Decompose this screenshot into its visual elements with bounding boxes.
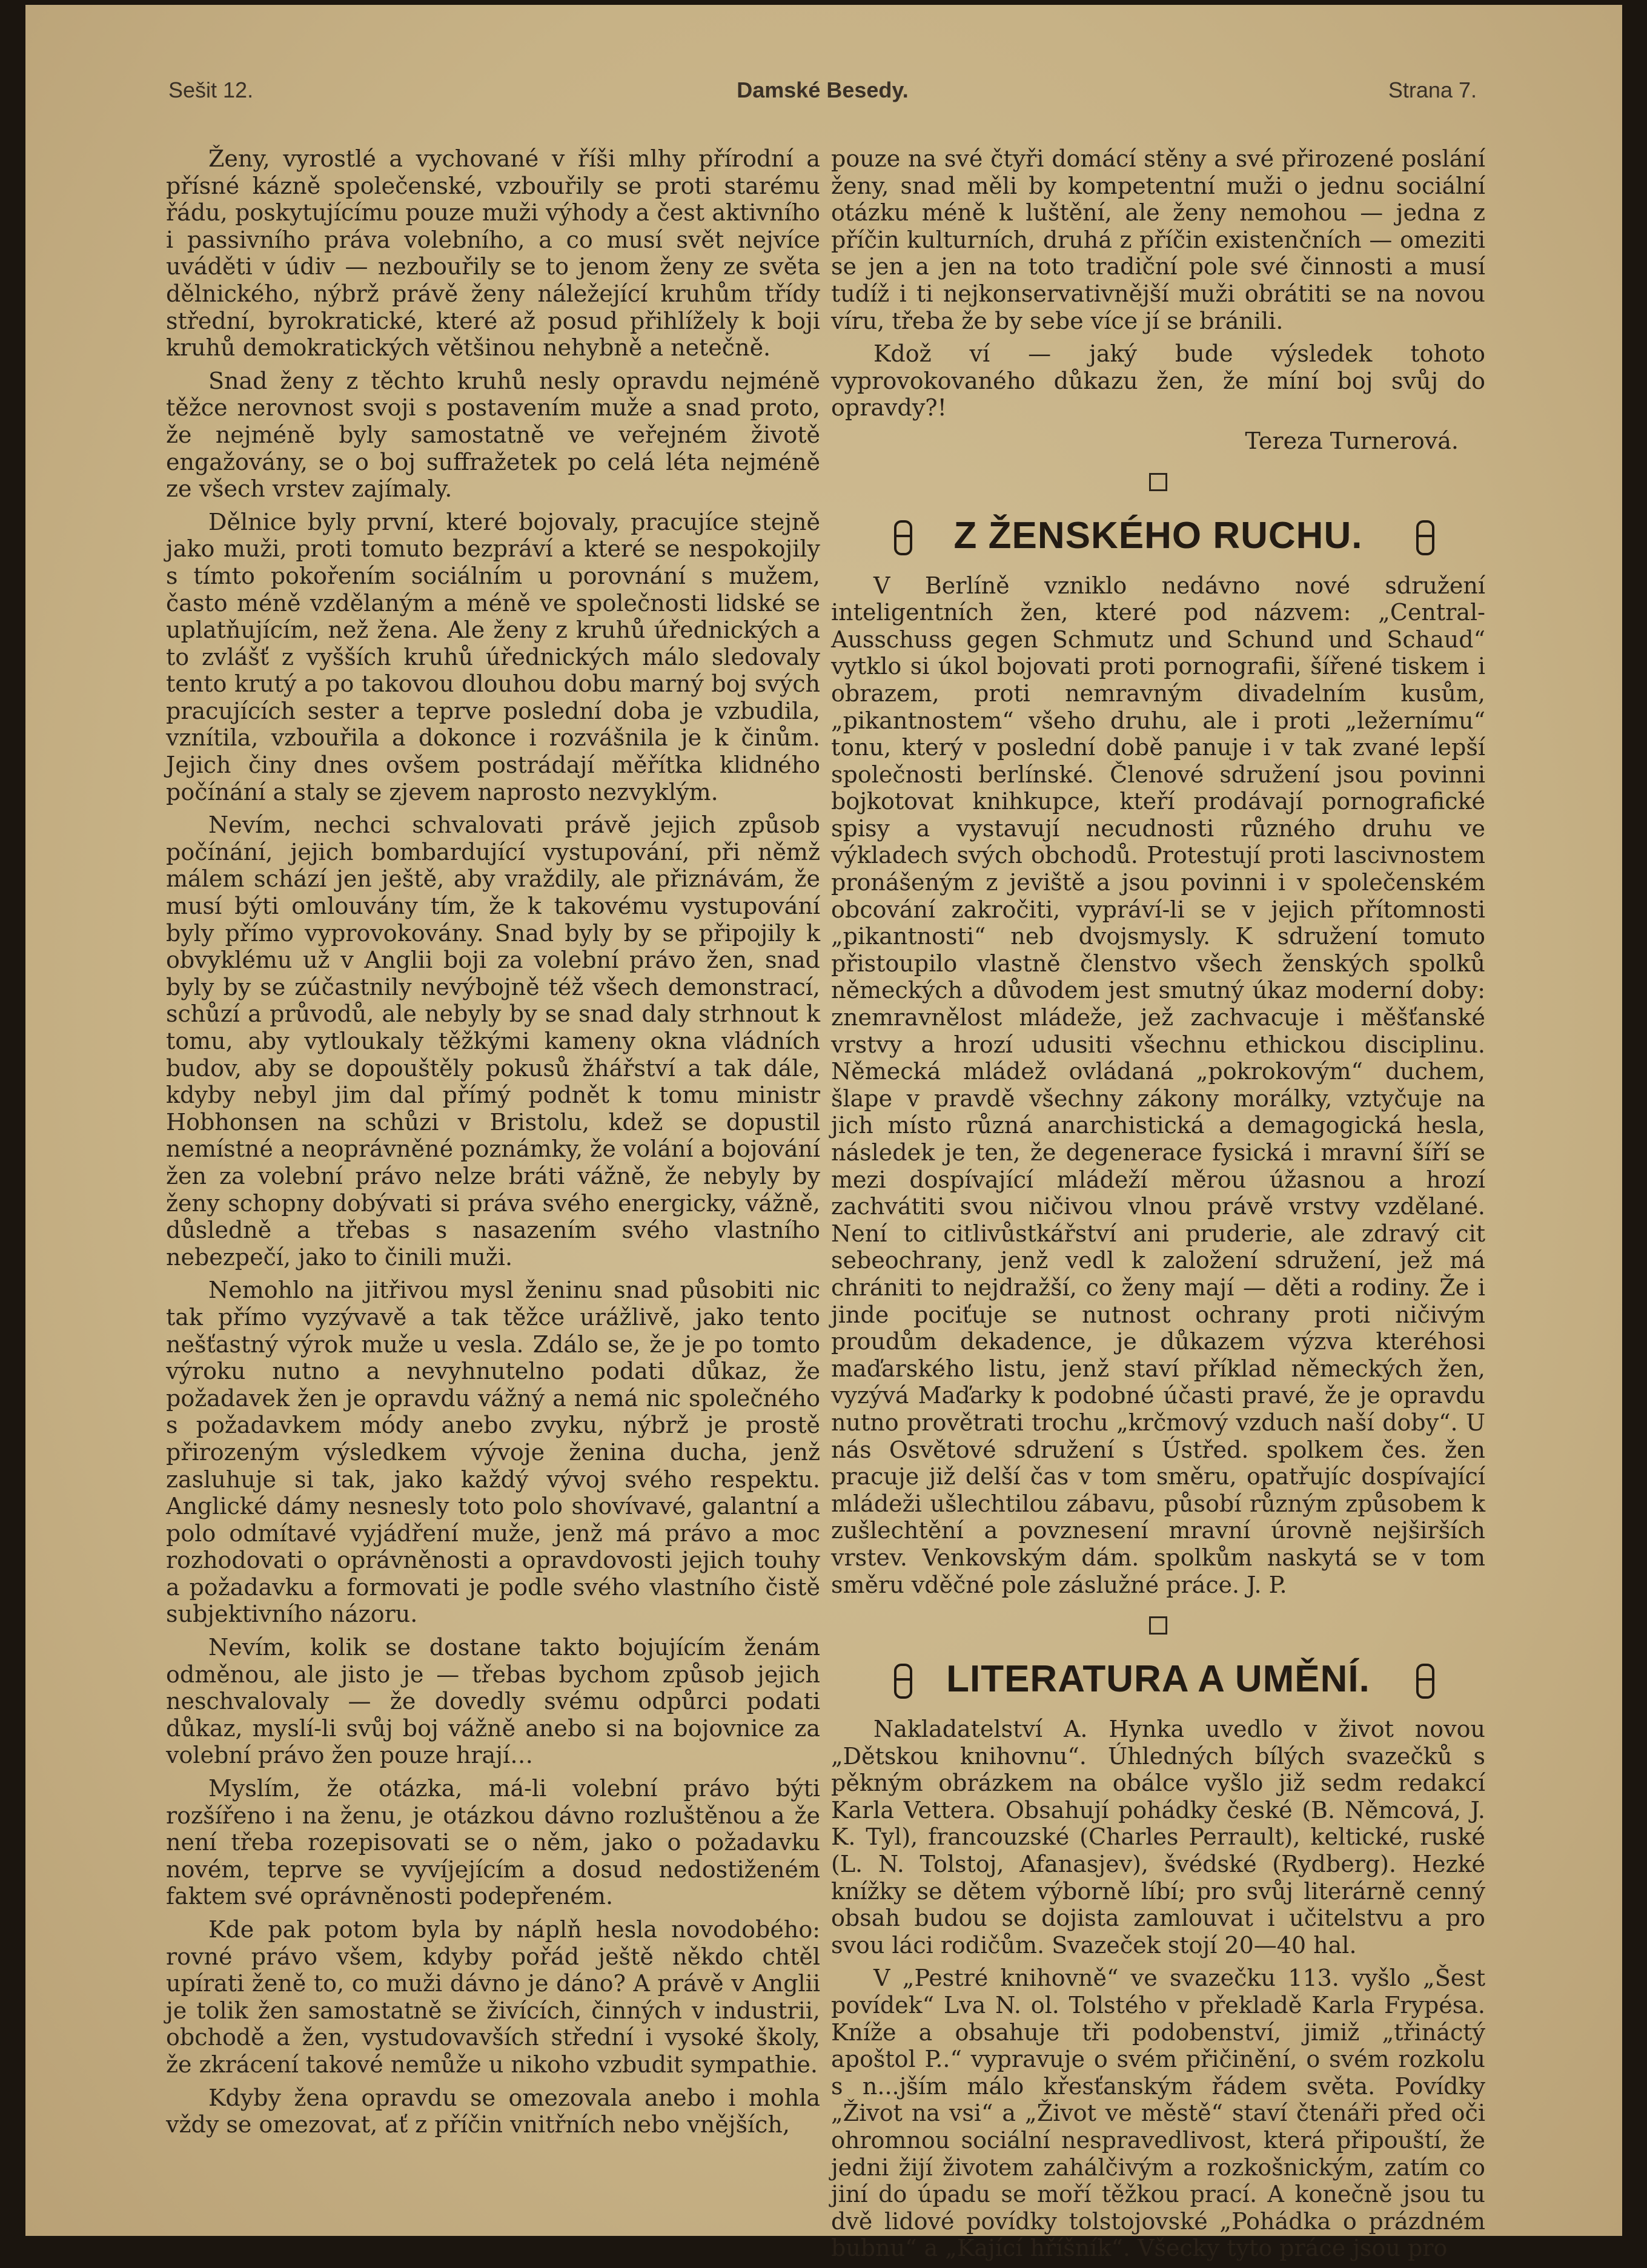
paragraph: Ženy, vyrostlé a vychované v říši mlhy přírodní a přísné kázně společenské, vzbouřily se proti starému řádu, poskytujícímu pouze muži výhody a čest aktivního i passivního práva volebního, a co musí svět nejvíce uváděti v údiv — nezbouřily se to jenom ženy ze světa dělnického, nýbrž právě ženy náležející kruhům třídy střední, byrokratické, které až posud přihlížely k boji kruhů demokratických většinou nehybně a netečně. [166, 145, 820, 362]
paragraph: Snad ženy z těchto kruhů nesly opravdu nejméně těžce nerovnost svoji s postavením muže a snad proto, že nejméně byly samostatně ve veřejném životě engažovány, se o boj suffražetek po celá léta nejméně ze všech vrstev zajímaly. [166, 367, 820, 503]
section-heading-text: LITERATURA A UMĚNÍ. [946, 1658, 1370, 1701]
left-column [166, 145, 820, 2144]
section-heading-womens-movement [831, 512, 1485, 560]
ornament-icon [1416, 1664, 1434, 1699]
issue-number: Sešit 12. [168, 78, 254, 102]
page-header [168, 78, 1477, 114]
magazine-page [25, 5, 1622, 2262]
ornament-icon [1416, 520, 1434, 555]
paragraph-continuation: pouze na své čtyři domácí stěny a své přirozené poslání ženy, snad měli by kompetentní muži o jednu sociální otázku méně k luštění, ale ženy nemohou — jedna z příčin kulturních, druhá z příčin existenčních — omeziti se jen a jen na toto tradiční pole své činnosti a musí tudíž i ti nejkonservativnější muži obrátiti se na novou víru, třeba že by sebe více jí se bránili. [831, 145, 1485, 334]
paragraph: Kdyby žena opravdu se omezovala anebo i mohla vždy se omezovat, ať z příčin vnitřních nebo vnějších, [166, 2084, 820, 2138]
paragraph: Kdož ví — jaký bude výsledek tohoto vyprovokovaného důkazu žen, že míní boj svůj do opravdy?! [831, 340, 1485, 422]
right-column [831, 145, 1485, 2268]
paragraph: V Berlíně vzniklo nedávno nové sdružení inteligentních žen, které pod názvem: „Central-Ausschuss gegen Schmutz und Schund und Schaud“ vytklo si úkol bojovati proti pornografii, šířené tiskem i obrazem, proti nemravným divadelním kusům, „pikantnostem“ všeho druhu, ale i proti „ležernímu“ tonu, který v poslední době panuje i v tak zvané lepší společnosti berlínské. Členové sdružení jsou povinni bojkotovat knihkupce, kteří prodávají pornografické spisy a vystavují necudnosti různého druhu ve výkladech svých obchodů. Protestují proti lascivnostem pronášeným z jeviště a jsou povinni i v společenském obcování zakročiti, vypráví-li se v jejich přítomnosti „pikantnosti“ neb dvojsmysly. K sdružení tomuto přistoupilo vlastně členstvo všech ženských spolků německých a důvodem jest smutný úkaz moderní doby: znemravnělost mládeže, jež zachvacuje i měšťanské vrstvy a hrozí udusiti všechnu ethickou disciplinu. Německá mládež ovládaná „pokrokovým“ duchem, šlape v pravdě všechny zákony morálky, vztyčuje na jich místo různá anarchistická a demagogická hesla, následek je ten, že degenerace fysická i mravní šíří se mezi dospívající mládeží měrou úžasnou a hrozí zachvátiti svou ničivou vlnou právě vrstvy vzdělané. Není to citlivůstkářství ani pruderie, ale zdravý cit sebeochrany, jenž vedl k založení sdružení, jež má chrániti to nejdražší, co ženy mají — děti a rodiny. Že i jinde pociťuje se nutnost ochrany proti ničivým proudům dekadence, je důkazem výzva kteréhosi maďarského listu, jenž staví příklad německých žen, vyzývá Maďarky k podobné účasti pravé, že je opravdu nutno provětrati trochu „krčmový vzduch naší doby“. U nás Osvětové sdružení s Ústřed. spolkem čes. žen pracuje již delší čas v tom směru, opatřujíc dospívající mládeži ušlechtilou zábavu, působí různým způsobem k zušlechtění a povznesení mravní úrovně nejširších vrstev. Venkovským dám. spolkům naskytá se v tom směru vděčné pole záslužné práce. J. P. [831, 572, 1485, 1598]
paragraph: Nevím, nechci schvalovati právě jejich způsob počínání, jejich bombardující vystupování, při němž málem schází jen ještě, aby vraždily, ale přiznávám, že musí býti omlouvány tím, že k takovému vystupování byly přímo vyprovokovány. Snad byly by se připojily k obvyklému už v Anglii boji za volební právo žen, snad byly by se zúčastnily nevýbojně též všech demonstrací, schůzí a průvodů, ale nebyly by se snad daly strhnout k tomu, aby vytloukaly těžkými kameny okna vládních budov, aby se dopouštěly pokusů žhářství a tak dále, kdyby nebyl jim dal přímý podnět k tomu ministr Hobhonsen na schůzi v Bristolu, kdež se dopustil nemístné a neoprávněné poznámky, že volání a bojování žen za volební právo nelze bráti vážně, že nebyly by ženy schopny dobývati si práva svého energicky, vážně, důsledně a třebas s nasazením svého vlastního nebezpečí, jako to činili muži. [166, 812, 820, 1271]
paragraph: V „Pestré knihovně“ ve svazečku 113. vyšlo „Šest povídek“ Lva N. ol. Tolstého v překladě Karla Frypésa. Kníže a obsahuje tři podobenství, jimiž „třináctý apoštol P..“ vypravuje o svém přičinění, o svém rozkolu s n...jším málo křesťanským řádem světa. Povídky „Život na vsi“ a „Život ve městě“ staví čtenáři před oči ohromnou sociální nespravedlivost, která připouští, že jedni žijí životem zahálčivým a rozkošnickým, zatím co jiní do úpadu se moří těžkou prací. A konečně jsou tu dvě lidové povídky tolstojovské „Pohádka o prázdném bubnu“ a „Kající hříšník“. Všecky tyto práce jsou pro [831, 1965, 1485, 2262]
section-heading-text: Z ŽENSKÉHO RUCHU. [953, 514, 1363, 557]
paragraph: Nemohlo na jitřivou mysl ženinu snad působiti nic tak přímo vyzývavě a tak těžce urážlivě, jako tento nešťastný výrok muže u vesla. Zdálo se, že je po tomto výroku nutno a nevyhnutelno podati důkaz, že požadavek žen je opravdu vážný a nemá nic společného s požadavkem módy anebo zvyku, nýbrž je prostě přirozeným výsledkem vývoje ženina ducha, jenž zasluhuje si tak, jako každý vývoj svého respektu. Anglické dámy nesnesly toto polo shovívavé, galantní a polo odmítavé vyjádření muže, jenž má právo a moc rozhodovati o oprávněnosti a opravdovosti jejich touhy a požadavku a formovati je podle svého vlastního čistě subjektivního názoru. [166, 1277, 820, 1628]
ornament-icon [894, 1664, 912, 1699]
section-separator-square [1149, 473, 1167, 491]
page-number: Strana 7. [1388, 78, 1477, 102]
paragraph: Kde pak potom byla by náplň hesla novodobého: rovné právo všem, kdyby pořád ještě někdo chtěl upírati ženě to, co muži dávno je dáno? A právě v Anglii je tolik žen samostatně se živících, činných v industrii, obchodě a žen, vystudovavších střední i vysoké školy, že zkrácení takové nemůže u nikoho vzbudit sympathie. [166, 1916, 820, 2078]
author-signature: Tereza Turnerová. [1245, 427, 1459, 454]
section-separator-square [1149, 1616, 1167, 1635]
section-heading-literature [831, 1655, 1485, 1704]
magazine-title: Damské Besedy. [737, 78, 909, 102]
paragraph: Nevím, kolik se dostane takto bojujícím ženám odměnou, ale jisto je — třebas bychom způsob jejich neschvalovaly — že dovedly svému odpůrci podati důkaz, myslí-li svůj boj vážně anebo si na bojovnice za volební právo žen pouze hrají… [166, 1634, 820, 1769]
paragraph: Myslím, že otázka, má-li volební právo býti rozšířeno i na ženu, je otázkou dávno rozluštěnou a že není třeba rozepisovati se o něm, jako o požadavku novém, teprve se vyvíjejícím a dosud nedostiženém faktem své oprávněnosti podepřeném. [166, 1775, 820, 1910]
paragraph: Dělnice byly první, které bojovaly, pracujíce stejně jako muži, proti tomuto bezpráví a které se nespokojily s tímto pokořením sociálním u porovnání s mužem, často méně vzdělaným a méně ve společnosti lidské se uplatňujícím, než žena. Ale ženy z kruhů úřednických a to zvlášť z vyšších kruhů úřednických málo sledovaly tento krutý a po takovou dlouhou dobu marný boj svých pracujících sester a teprve poslední doba je vzbudila, vznítila, vzbouřila a dokonce i rozvášnila je k činům. Jejich činy dnes ovšem postrádají měřítka klidného počínání a staly se zjevem naprosto nezvyklým. [166, 508, 820, 805]
paragraph: Nakladatelství A. Hynka uvedlo v život novou „Dětskou knihovnu“. Úhledných bílých svazečků s pěkným obrázkem na obálce vyšlo již sedm redakcí Karla Vettera. Obsahují pohádky české (B. Němcová, J. K. Tyl), francouzské (Charles Perrault), keltické, ruské (L. N. Tolstoj, Afanasjev), švédské (Rydberg). Hezké knížky se dětem výborně líbí; pro svůj literárně cenný obsah budou se dojista zamlouvat i učitelstvu a pro svou láci rodičům. Svazeček stojí 20—40 hal. [831, 1716, 1485, 1959]
ornament-icon [894, 520, 912, 555]
